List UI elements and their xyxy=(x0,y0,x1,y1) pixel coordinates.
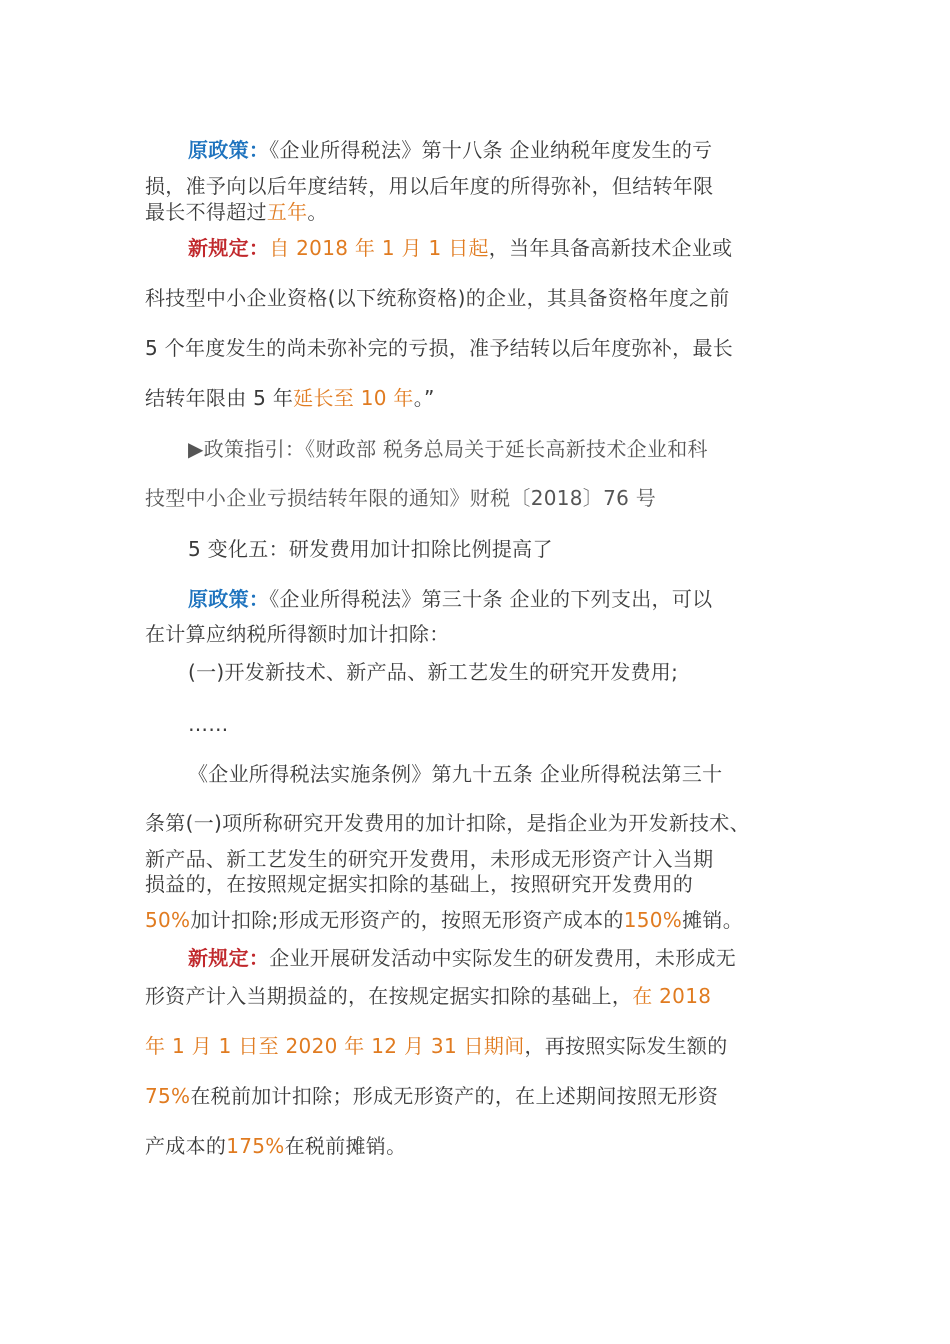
s5-original-line-1: 原政策：《企业所得税法》第三十条 企业的下列支出，可以 xyxy=(188,587,713,611)
s4-original-line-2: 损，准予向以后年度结转，用以后年度的所得弥补，但结转年限 xyxy=(145,174,714,198)
s5-rule-line-3: 新产品、新工艺发生的研究开发费用，未形成无形资产计入当期 xyxy=(145,847,714,871)
s5-new-line-1: 新规定：企业开展研发活动中实际发生的研发费用，未形成无 xyxy=(188,946,737,970)
highlight-text: 在 2018 xyxy=(632,984,712,1008)
original-policy-label: 原政策： xyxy=(188,587,270,611)
s4-new-line-3: 5 个年度发生的尚未弥补完的亏损，准予结转以后年度弥补，最长 xyxy=(145,336,734,360)
s5-original-line-2: 在计算应纳税所得额时加计扣除： xyxy=(145,622,450,646)
s5-rule-line-5: 50%加计扣除;形成无形资产的，按照无形资产成本的150%摊销。 xyxy=(145,908,743,932)
s4-new-line-2: 科技型中小企业资格(以下统称资格)的企业，其具备资格年度之前 xyxy=(145,286,730,310)
s4-original-line-1: 原政策：《企业所得税法》第十八条 企业纳税年度发生的亏 xyxy=(188,138,713,162)
s5-new-line-2: 形资产计入当期损益的，在按规定据实扣除的基础上，在 2018 xyxy=(145,984,712,1008)
s5-new-line-3: 年 1 月 1 日至 2020 年 12 月 31 日期间，再按照实际发生额的 xyxy=(145,1034,728,1058)
s5-original-line-3: (一)开发新技术、新产品、新工艺发生的研究开发费用; xyxy=(188,660,679,684)
highlight-text: 75% xyxy=(145,1084,191,1108)
s5-new-line-5: 产成本的175%在税前摊销。 xyxy=(145,1134,407,1158)
s5-rule-line-1: 《企业所得税法实施条例》第九十五条 企业所得税法第三十 xyxy=(188,762,723,786)
highlight-text: 175% xyxy=(226,1134,285,1158)
s4-original-line-3: 最长不得超过五年。 xyxy=(145,200,328,224)
s5-new-line-4: 75%在税前加计扣除；形成无形资产的，在上述期间按照无形资 xyxy=(145,1084,719,1108)
s5-rule-line-4: 损益的，在按照规定据实扣除的基础上，按照研究开发费用的 xyxy=(145,872,694,896)
original-policy-label: 原政策： xyxy=(188,138,270,162)
s5-ellipsis: …… xyxy=(188,712,229,736)
highlight-text: 五年 xyxy=(266,200,308,224)
highlight-text: 150% xyxy=(623,908,683,932)
highlight-text: 50% xyxy=(145,908,191,932)
s4-guide-line-2: 技型中小企业亏损结转年限的通知》财税〔2018〕76 号 xyxy=(145,486,657,510)
highlight-text: 延长至 10 年 xyxy=(293,386,414,410)
highlight-text: 年 1 月 1 日至 2020 年 12 月 31 日期间 xyxy=(145,1034,525,1058)
s4-new-line-1: 新规定：自 2018 年 1 月 1 日起，当年具备高新技术企业或 xyxy=(188,236,733,260)
new-rule-label: 新规定： xyxy=(188,946,270,970)
s5-rule-line-2: 条第(一)项所称研究开发费用的加计扣除，是指企业为开发新技术、 xyxy=(145,811,750,835)
s4-guide-line-1: ▶政策指引：《财政部 税务总局关于延长高新技术企业和科 xyxy=(188,437,708,461)
section-5-heading: 5 变化五：研发费用加计扣除比例提高了 xyxy=(188,537,553,561)
new-rule-label: 新规定： xyxy=(188,236,270,260)
s4-new-line-4: 结转年限由 5 年延长至 10 年。” xyxy=(145,386,435,410)
highlight-text: 自 2018 年 1 月 1 日起 xyxy=(269,236,489,260)
